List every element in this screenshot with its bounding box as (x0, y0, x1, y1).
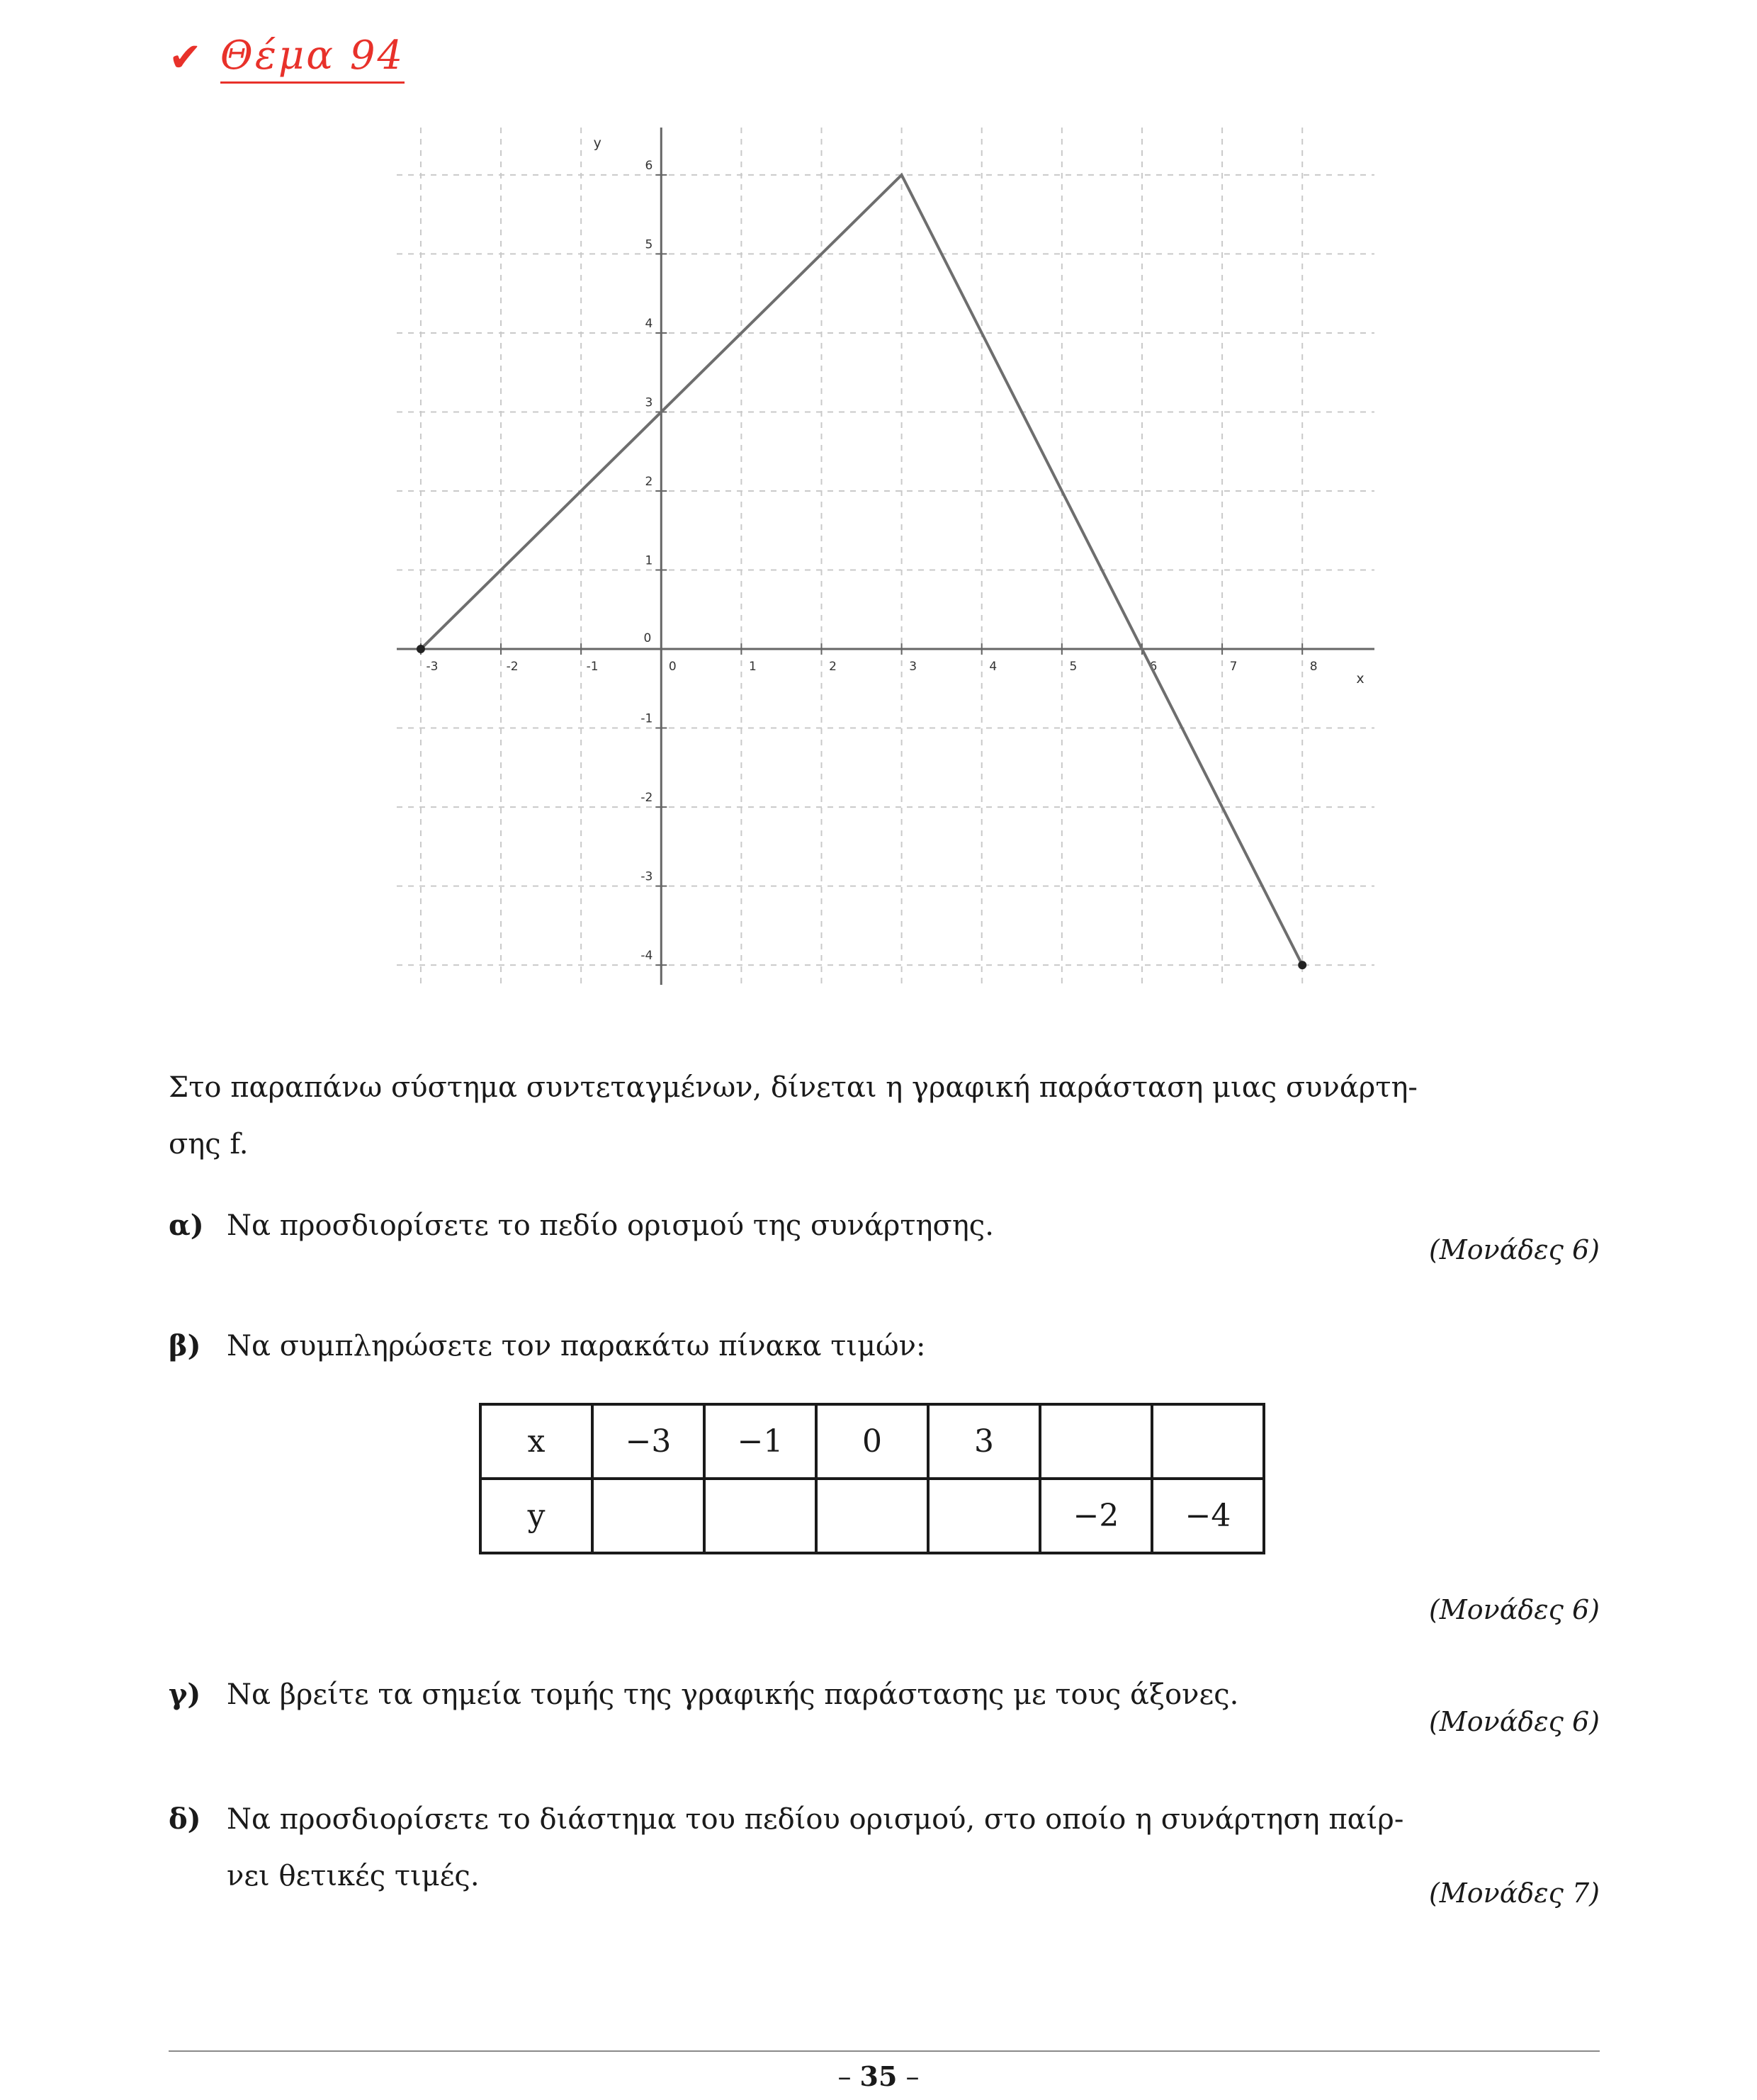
question-a-text: Να προσδιορίσετε το πεδίο ορισμού της συνάρτησης. (227, 1209, 994, 1242)
x-tick-label: 7 (1229, 660, 1238, 674)
table-cell: −3 (592, 1404, 704, 1479)
table-cell: 3 (928, 1404, 1040, 1479)
question-a (169, 1197, 1600, 1254)
table-cell (1040, 1404, 1152, 1479)
value-table-row-y (480, 1479, 1264, 1553)
question-c-text: Να βρείτε τα σημεία τομής της γραφικής παράστασης με τους άξονες. (227, 1678, 1239, 1711)
x-tick-label: -1 (586, 660, 599, 674)
checkmark-icon: ✔ (169, 34, 202, 81)
function-graph (397, 128, 1374, 985)
x-tick-label: 0 (668, 660, 677, 674)
y-tick-label: 4 (645, 316, 653, 331)
table-cell (816, 1479, 928, 1553)
axes (397, 128, 1374, 985)
table-cell (592, 1479, 704, 1553)
table-cell (704, 1479, 816, 1553)
question-d-marks: (Μονάδες 7) (1428, 1878, 1600, 1909)
x-tick-label: 3 (909, 660, 917, 674)
table-cell: y (480, 1479, 592, 1553)
tick-labels (426, 135, 1364, 963)
origin-label: 0 (643, 631, 652, 646)
question-b-label: β) (169, 1329, 201, 1362)
y-tick-label: -1 (640, 711, 653, 726)
question-b-text: Να συμπληρώσετε τον παρακάτω πίνακα τιμών: (227, 1330, 926, 1362)
question-c-marks: (Μονάδες 6) (1428, 1706, 1600, 1737)
table-cell (928, 1479, 1040, 1553)
page-number: 35 (859, 2060, 898, 2092)
x-tick-label: -2 (506, 660, 519, 674)
x-tick-label: -3 (426, 660, 439, 674)
endpoint-dot (1298, 961, 1306, 969)
y-tick-label: 3 (645, 395, 653, 410)
question-d-line-1: Να προσδιορίσετε το διάστημα του πεδίου ορισμού, στο οποίο η συνάρτηση παίρ- (227, 1803, 1404, 1836)
question-d-line-2: νει θετικές τιμές. (227, 1860, 480, 1892)
x-tick-label: 8 (1309, 660, 1318, 674)
exercise-title: Θέμα 94 (220, 32, 405, 84)
endpoint-dot (417, 645, 425, 653)
y-tick-label: 2 (645, 474, 653, 489)
page-footer (0, 2060, 1757, 2092)
question-a-label: α) (169, 1209, 204, 1242)
table-cell: x (480, 1404, 592, 1479)
series-line (417, 175, 1306, 969)
question-a-marks: (Μονάδες 6) (1428, 1234, 1600, 1265)
intro-paragraph (169, 1059, 1600, 1173)
page-dash-left: – (837, 2061, 852, 2092)
x-tick-label: 5 (1069, 660, 1078, 674)
question-b (169, 1318, 1600, 1374)
footer-rule (169, 2050, 1600, 2052)
intro-line-2: σης f. (169, 1128, 249, 1161)
value-table-row-x (480, 1404, 1264, 1479)
question-b-marks: (Μονάδες 6) (1428, 1594, 1600, 1625)
grid (397, 128, 1374, 985)
table-cell: −2 (1040, 1479, 1152, 1553)
table-cell: −4 (1152, 1479, 1264, 1553)
y-tick-label: -2 (640, 791, 653, 806)
y-tick-label: 1 (645, 553, 653, 568)
exercise-heading (169, 26, 405, 89)
y-tick-label: 6 (645, 158, 653, 173)
question-c-label: γ) (169, 1678, 201, 1711)
question-d-label: δ) (169, 1802, 201, 1836)
x-tick-label: 4 (989, 660, 998, 674)
x-tick-label: 2 (829, 660, 837, 674)
y-tick-label: -4 (640, 949, 653, 964)
y-tick-label: 5 (645, 237, 653, 252)
x-tick-label: 1 (748, 660, 757, 674)
question-d (169, 1791, 1600, 1904)
y-tick-label: -3 (640, 869, 653, 884)
intro-line-1: Στο παραπάνω σύστημα συντεταγμένων, δίνεται η γραφική παράσταση μιας συνάρτη- (169, 1071, 1418, 1104)
y-axis-label: y (593, 135, 601, 151)
table-cell: 0 (816, 1404, 928, 1479)
table-cell: −1 (704, 1404, 816, 1479)
value-table (479, 1403, 1265, 1554)
question-c (169, 1666, 1600, 1723)
table-cell (1152, 1404, 1264, 1479)
page-dash-right: – (905, 2061, 920, 2092)
x-tick-label: 6 (1149, 660, 1158, 674)
x-axis-label: x (1356, 671, 1365, 687)
